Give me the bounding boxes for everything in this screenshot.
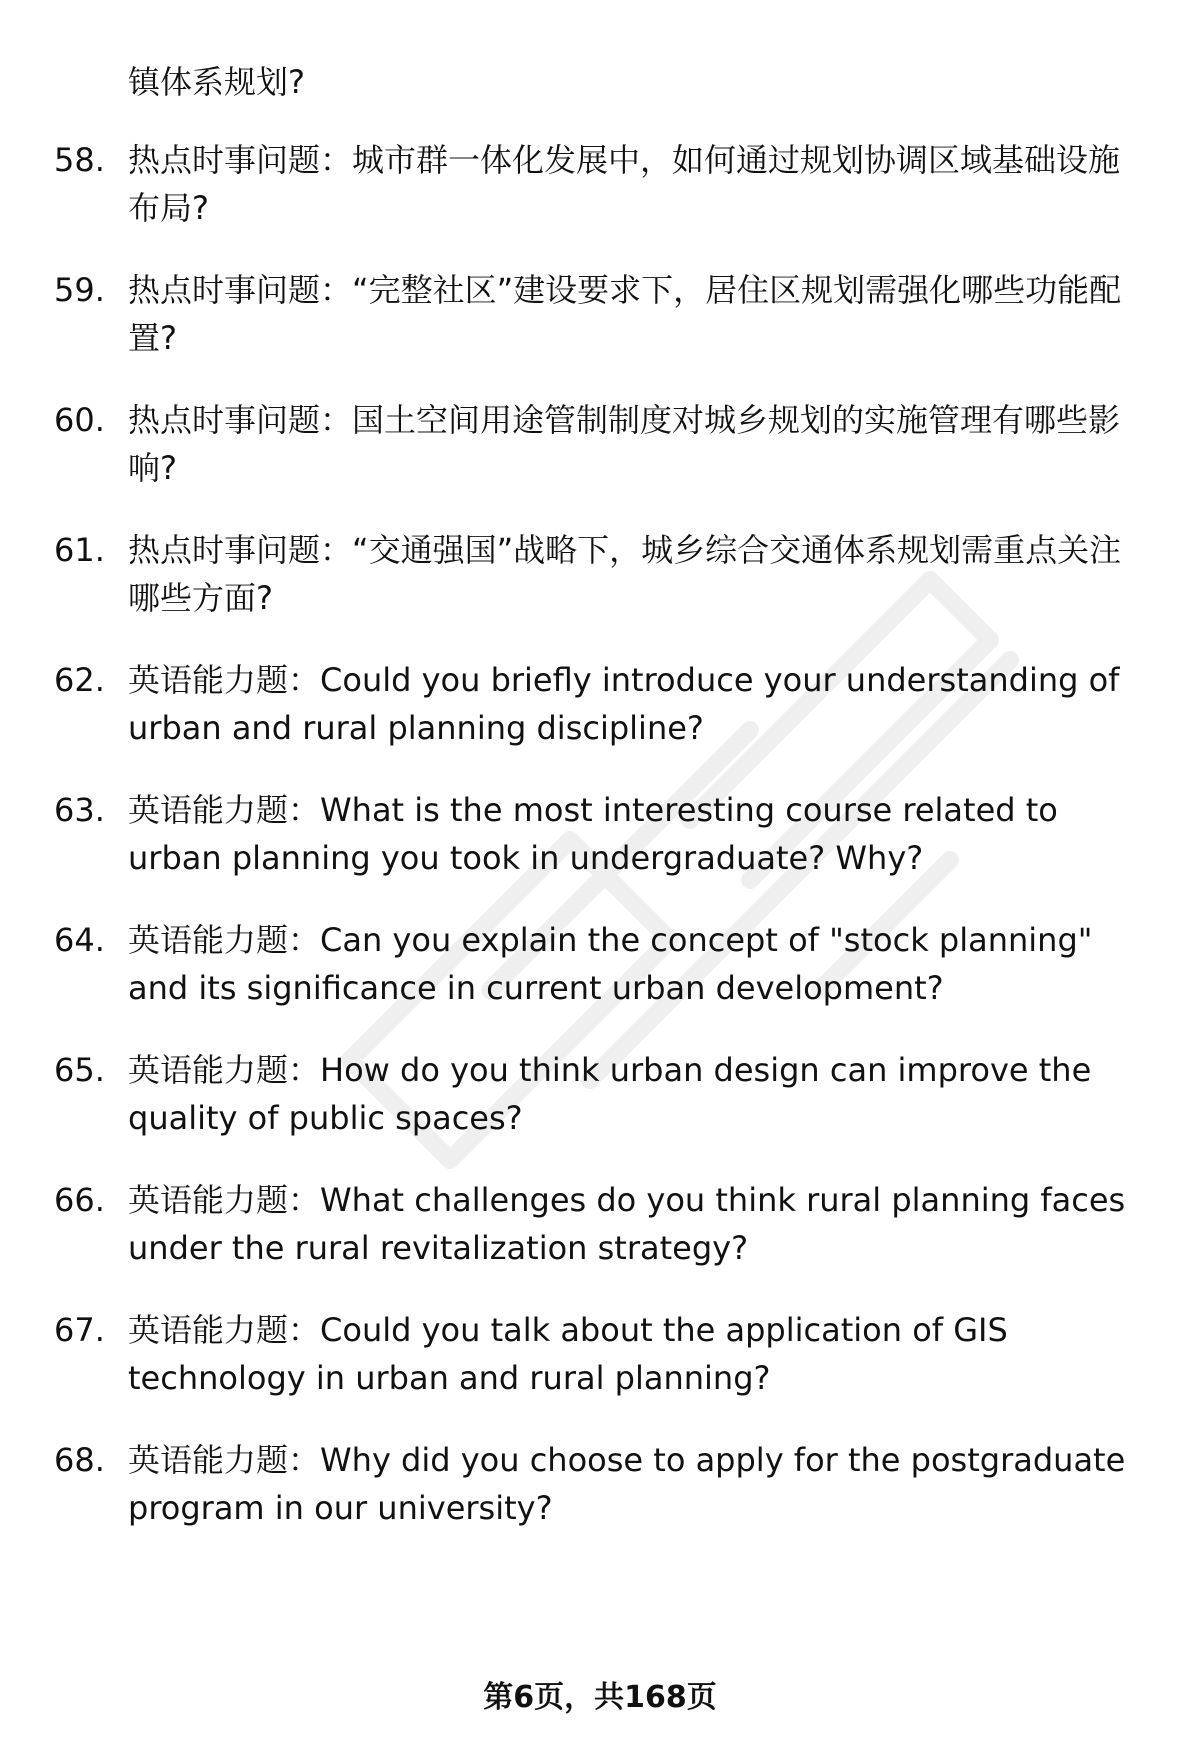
- question-number: 58.: [54, 141, 105, 179]
- question-body: “交通强国”战略下，城乡综合交通体系规划需重点关注哪些方面?: [128, 531, 1122, 617]
- question-category: 英语能力题：: [128, 1441, 321, 1479]
- question-category: 热点时事问题：: [128, 531, 353, 569]
- question-text: [128, 1046, 1138, 1142]
- question-number: 64.: [54, 921, 105, 959]
- question-text: [128, 396, 1138, 492]
- question-item: [0, 526, 1200, 622]
- question-text: [128, 786, 1138, 882]
- question-number: 67.: [54, 1311, 105, 1349]
- question-category: 英语能力题：: [128, 1051, 321, 1089]
- question-body: Could you briefly introduce your understanding of urban and rural planning discipline?: [128, 661, 1120, 747]
- page-number: 第6页，共168页: [483, 1680, 717, 1715]
- question-text: [128, 1436, 1138, 1532]
- question-category: 热点时事问题：: [128, 401, 353, 439]
- question-category: 英语能力题：: [128, 791, 321, 829]
- question-category: 英语能力题：: [128, 921, 321, 959]
- question-body: “完整社区”建设要求下，居住区规划需强化哪些功能配置?: [128, 271, 1122, 357]
- question-text: [128, 1306, 1138, 1402]
- question-number: 61.: [54, 531, 105, 569]
- question-body: How do you think urban design can improve the quality of public spaces?: [128, 1051, 1092, 1137]
- question-number: 68.: [54, 1441, 105, 1479]
- question-category: 热点时事问题：: [128, 141, 353, 179]
- question-text: [128, 1176, 1138, 1272]
- question-item: [0, 786, 1200, 882]
- question-text: [128, 656, 1138, 752]
- question-item: [0, 1306, 1200, 1402]
- continuation-text: 镇体系规划?: [128, 63, 305, 101]
- question-body: 城市群一体化发展中，如何通过规划协调区域基础设施布局?: [128, 141, 1121, 227]
- question-body: Why did you choose to apply for the postgraduate program in our university?: [128, 1441, 1126, 1527]
- question-number: 66.: [54, 1181, 105, 1219]
- question-item: [0, 396, 1200, 492]
- question-item: [0, 1436, 1200, 1532]
- question-text: [128, 526, 1138, 622]
- question-item: [0, 136, 1200, 232]
- question-body: Could you talk about the application of GIS technology in urban and rural planning?: [128, 1311, 1008, 1397]
- question-text: [128, 916, 1138, 1012]
- question-body: Can you explain the concept of "stock planning" and its significance in current urban development?: [128, 921, 1093, 1007]
- question-category: 英语能力题：: [128, 661, 321, 699]
- question-text: [128, 136, 1138, 232]
- question-item: [0, 916, 1200, 1012]
- question-item: [0, 1046, 1200, 1142]
- question-category: 英语能力题：: [128, 1181, 321, 1219]
- question-item: [0, 266, 1200, 362]
- question-list: [0, 136, 1200, 1566]
- question-number: 60.: [54, 401, 105, 439]
- question-text: [128, 266, 1138, 362]
- question-category: 英语能力题：: [128, 1311, 321, 1349]
- question-number: 59.: [54, 271, 105, 309]
- question-number: 62.: [54, 661, 105, 699]
- question-item: [0, 1176, 1200, 1272]
- question-item: [0, 656, 1200, 752]
- question-number: 63.: [54, 791, 105, 829]
- question-category: 热点时事问题：: [128, 271, 353, 309]
- question-body: What challenges do you think rural planning faces under the rural revitalization strategy?: [128, 1181, 1126, 1267]
- question-body: What is the most interesting course related to urban planning you took in undergraduate? Why?: [128, 791, 1058, 877]
- question-body: 国土空间用途管制制度对城乡规划的实施管理有哪些影响?: [128, 401, 1121, 487]
- question-number: 65.: [54, 1051, 105, 1089]
